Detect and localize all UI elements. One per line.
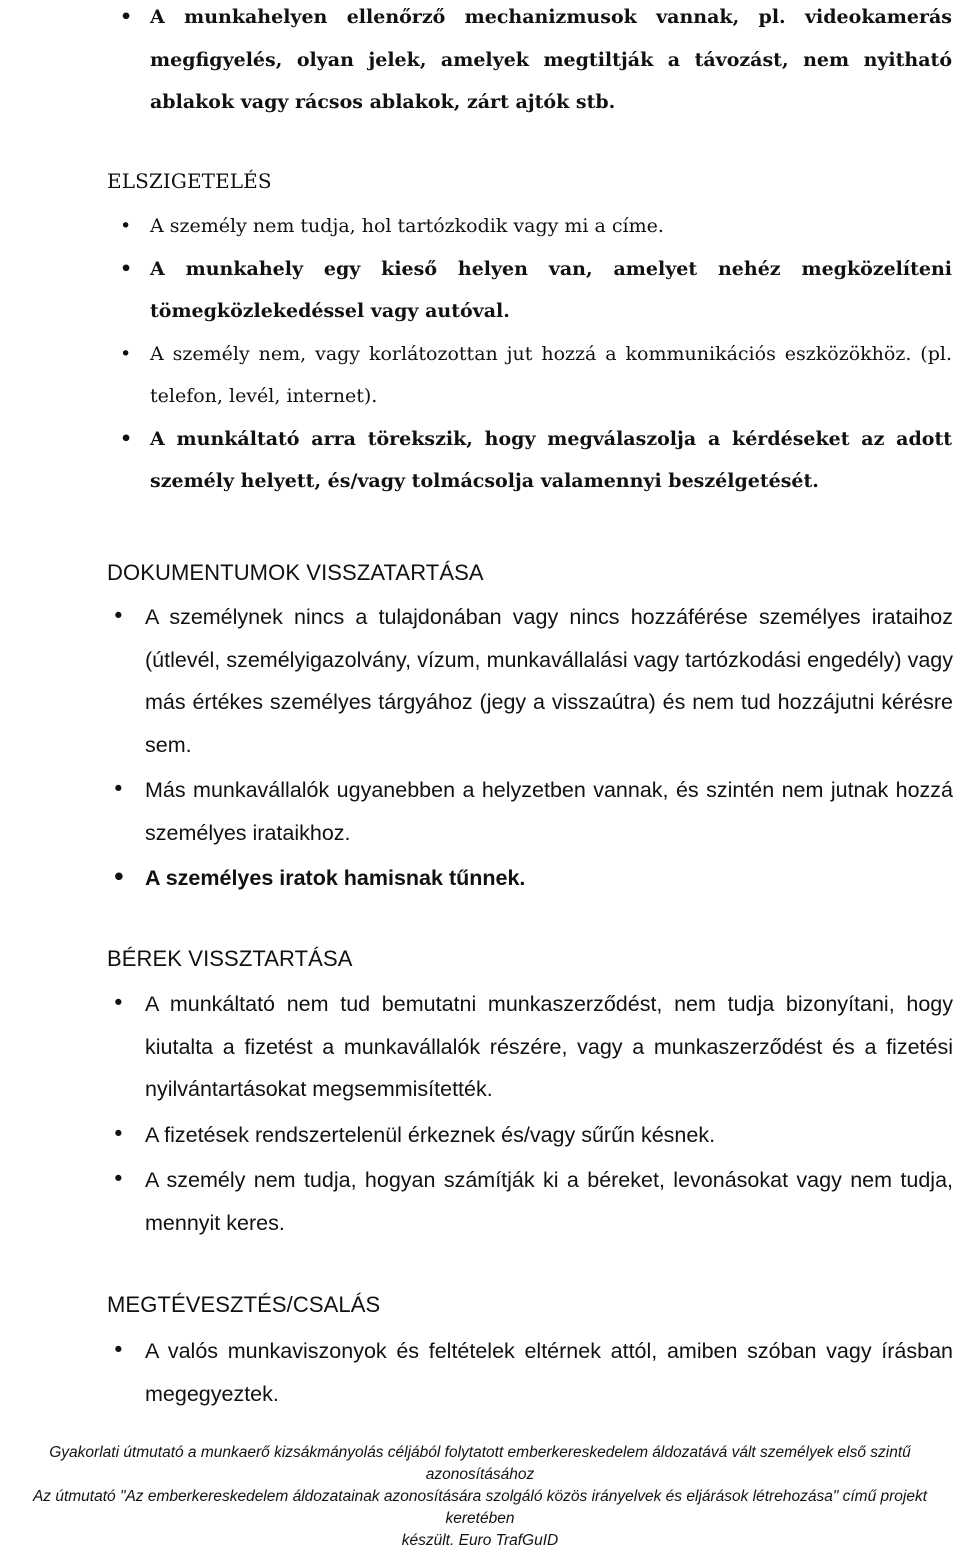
deception-list (145, 1330, 953, 1415)
section-heading-isolation: ELSZIGETELÉS (107, 169, 272, 193)
monitoring-list (150, 0, 952, 124)
list-item: • A személyes iratok hamisnak tűnnek. (145, 857, 953, 900)
list-item: • A személynek nincs a tulajdonában vagy nincs hozzáférése személyes irataihoz (útlevél, személyigazolvány, vízum, munkavállalási vagy tartózkodási engedély) vagy más értékes személyes tárgyához (jegy a visszaútra) és nem tud hozzájutni kérésre sem. (145, 596, 953, 766)
list-item: • Más munkavállalók ugyanebben a helyzetben vannak, és szintén nem jutnak hozzá személyes irataikhoz. (145, 769, 953, 854)
list-item: • A munkáltató nem tud bemutatni munkaszerződést, nem tudja bizonyítani, hogy kiutalta a fizetést a munkavállalók részére, vagy a munkaszerződést és a fizetési nyilvántartásokat megsemmisítették. (145, 983, 953, 1111)
list-item: • A munkáltató arra törekszik, hogy megválaszolja a kérdéseket az adott személy helyett, és/vagy tolmácsolja valamennyi beszélgetését. (150, 418, 952, 503)
list-item: • A munkahelyen ellenőrző mechanizmusok vannak, pl. videokamerás megfigyelés, olyan jelek, amelyek megtiltják a távozást, nem nyitható ablakok vagy rácsos ablakok, zárt ajtók stb. (150, 0, 952, 124)
list-item: • A valós munkaviszonyok és feltételek eltérnek attól, amiben szóban vagy írásban megegyeztek. (145, 1330, 953, 1415)
footer-line-3: készült. Euro TrafGuID (401, 1532, 559, 1549)
list-item: • A fizetések rendszertelenül érkeznek és/vagy sűrűn késnek. (145, 1114, 953, 1157)
list-item: • A személy nem tudja, hogyan számítják ki a béreket, levonásokat vagy nem tudja, mennyit keres. (145, 1159, 953, 1244)
section-heading-deception: MEGTÉVESZTÉS/CSALÁS (107, 1292, 381, 1317)
footer-line-2: Az útmutató "Az emberkereskedelem áldozatainak azonosítására szolgáló közös irányelvek és eljárások létrehozása" című projekt keretében (32, 1488, 928, 1527)
list-item: • A munkahely egy kieső helyen van, amelyet nehéz megközelíteni tömegközlekedéssel vagy autóval. (150, 248, 952, 333)
section-heading-wages: BÉREK VISSZTARTÁSA (107, 946, 353, 971)
footer-line-1: Gyakorlati útmutató a munkaerő kizsákmányolás céljából folytatott emberkereskedelem áldozatává vált személyek első szintű azonosításához (49, 1444, 911, 1483)
page-footer (0, 1442, 960, 1552)
list-item: • A személy nem, vagy korlátozottan jut hozzá a kommunikációs eszközökhöz. (pl. telefon, levél, internet). (150, 333, 952, 418)
section-heading-documents: DOKUMENTUMOK VISSZATARTÁSA (107, 560, 484, 585)
wages-list (145, 983, 953, 1244)
documents-list (145, 596, 953, 900)
list-item: • A személy nem tudja, hol tartózkodik vagy mi a címe. (150, 205, 952, 248)
isolation-list (150, 205, 952, 503)
